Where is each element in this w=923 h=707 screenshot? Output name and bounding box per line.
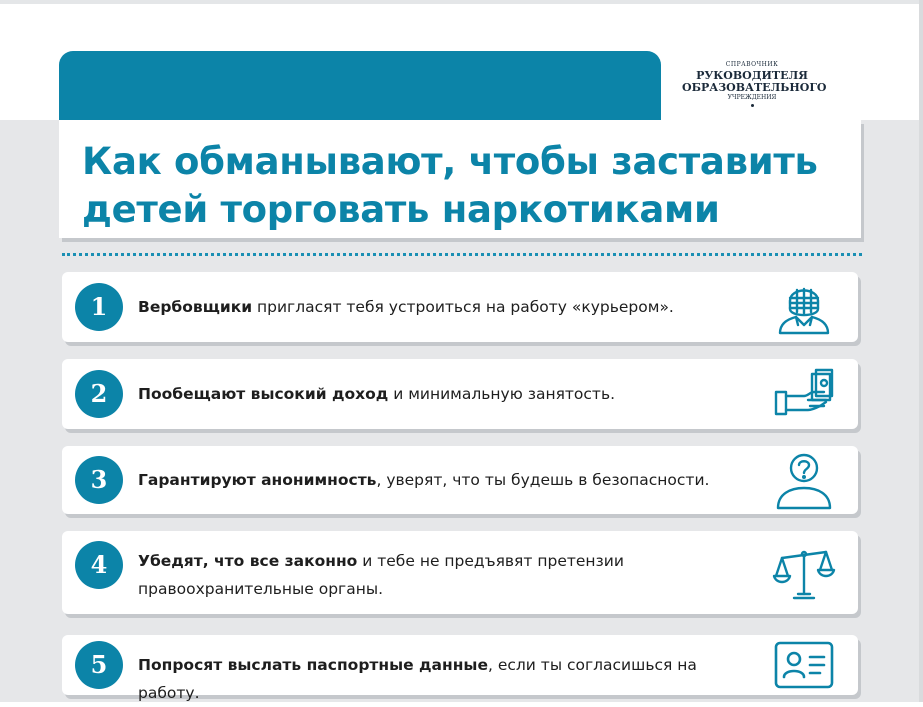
list-item (62, 359, 858, 429)
item-rest-text: , уверят, что ты будешь в безопасности. (376, 471, 710, 489)
list-item (62, 272, 858, 342)
title-line-2: детей торговать наркотиками (82, 188, 720, 231)
page-frame-top (0, 0, 923, 4)
dotted-divider (62, 253, 862, 256)
item-text (138, 547, 748, 603)
publisher-logo (682, 61, 827, 107)
list-item (62, 635, 858, 702)
logo-line-3: ОБРАЗОВАТЕЛЬНОГО (682, 81, 827, 94)
item-rest-text: пригласят тебя устроиться на работу «курьером». (252, 298, 674, 316)
title-line-1: Как обманывают, чтобы заставить (82, 140, 818, 183)
list-item (62, 531, 858, 614)
item-text (138, 651, 748, 707)
masked-person-icon (772, 275, 836, 339)
item-number-badge: 3 (75, 456, 123, 504)
item-number-badge: 5 (75, 641, 123, 689)
item-rest-text: и минимальную занятость. (388, 385, 616, 403)
scales-icon (772, 540, 836, 604)
page-title (82, 138, 818, 234)
logo-line-2: РУКОВОДИТЕЛЯ (696, 69, 808, 82)
item-number-badge: 4 (75, 541, 123, 589)
item-rest-text: и тебе не предъявят претензии правоохранительные органы. (138, 552, 624, 598)
logo-line-1: СПРАВОЧНИК (725, 61, 779, 68)
item-bold-text: Убедят, что все законно (138, 552, 358, 570)
item-text (138, 466, 748, 494)
page-frame-right (919, 0, 923, 702)
anonymous-person-icon (772, 448, 836, 512)
title-card (59, 120, 861, 238)
item-text (138, 380, 748, 408)
item-bold-text: Гарантируют анонимность (138, 471, 377, 489)
item-number-badge: 2 (75, 370, 123, 418)
item-bold-text: Пообещают высокий доход (138, 385, 389, 403)
item-bold-text: Попросят выслать паспортные данные (138, 656, 488, 674)
logo-dot (751, 104, 754, 107)
logo-line-4: УЧРЕЖДЕНИЯ (727, 94, 777, 101)
list-item (62, 446, 858, 514)
header-accent-tab (59, 51, 661, 129)
item-bold-text: Вербовщики (138, 298, 253, 316)
item-number-badge: 1 (75, 283, 123, 331)
item-text (138, 293, 748, 321)
id-card-icon (772, 633, 836, 697)
item-rest-text: , если ты согласишься на работу. (138, 656, 697, 702)
hand-money-icon (772, 362, 836, 426)
